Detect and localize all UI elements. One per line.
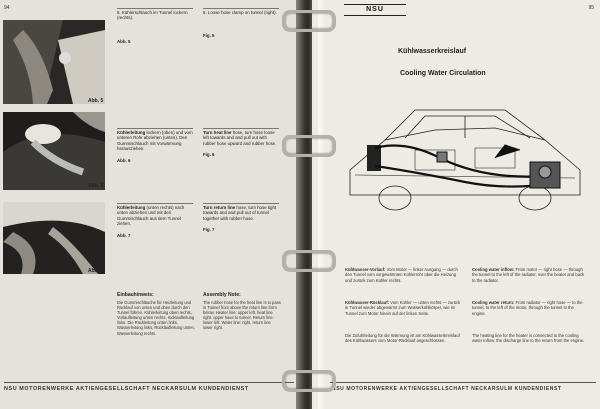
car-cutaway-illustration <box>345 100 585 220</box>
paragraph-de-3: Die Zufuhrleitung für die Wärmung ist am Kühlwasserkreislauf des Kühlwassers vom Motor-Rücklauf angeschlossen. <box>345 333 460 344</box>
paragraph-en-2: Cooling water return: From radiator — right hose — to the tunnel, to the left of the motor, through the tunnel to the engine. <box>472 300 583 316</box>
caption-en-7: Turn return line hose, turn hose tight towards and and pull out of tunnel together with rubber hose. Fig. 7 <box>203 203 279 233</box>
figure-photo-7 <box>3 202 105 274</box>
figure-abb-7: Abb. 7 <box>88 268 104 274</box>
figure-photo-5 <box>3 20 105 104</box>
paragraph-en-1: Cooling water inflow: From motor — right hose — through the tunnel to the left of the radiator, over the heater and back to the radiator. <box>472 267 585 283</box>
caption-de-7: Kühlerleitung (unten rechts) nach unten abziehen und mit den Gummischlauch aus dem Tunnel ziehen. Abb. 7 <box>117 203 193 238</box>
title-en: Cooling Water Circulation <box>400 70 486 77</box>
section-text-de: Die Gummischläuche für Heizleitung und Rücklauf von unten und oben durch den Tunnel führen. Kühlerleitung oben rechts, Vorlaufleitung unten rechts, rücklaufleitung links. Die Rückleitung unten links, Wasserleitung links, Rücklaufleitung unten, Wasserleitung rechts. <box>117 300 195 336</box>
footer-rule-right <box>330 382 596 383</box>
binder-ring <box>282 250 336 272</box>
binder-ring <box>282 10 336 32</box>
page-number-left: 94 <box>4 5 10 11</box>
section-text-en: The rubber hose for the heat line is to pass in Tunnel from above the return line from below. Heater line: upper left, heat line right. upper have to tunnel. Return line: lower left. Water line: right, return line lower right. <box>203 300 281 331</box>
footer-right: NSU MOTORENWERKE AKTIENGESELLSCHAFT NECKARSULM KUNDENDIENST <box>332 386 562 392</box>
figure-abb-6: Abb. 6 <box>88 183 104 189</box>
caption-en-6: Turn heat line hose, turn hose loose left towards and and pull out with rubber hose upward and rubber hose. Fig. 6 <box>203 128 279 158</box>
figure-photo-6 <box>3 112 105 190</box>
caption-de-5: 5. Kühlerschlauch im Tunnel lockern (rechts). Abb. 5 <box>117 8 193 44</box>
binder-ring <box>282 370 336 392</box>
caption-en-5: 5. Loose hose clamp on tunnel (right). Fig. 5 <box>203 8 279 39</box>
figure-abb-5: Abb. 5 <box>88 98 104 104</box>
page-number-right: 95 <box>588 5 594 11</box>
section-title-en: Assembly Note: <box>203 292 241 298</box>
caption-de-6: Kühlerleitung lockern (oben) und vom unteren Rohr abziehen (unten). Den Gummischlauch mit Vorwärmung herausziehen. Abb. 6 <box>117 130 193 163</box>
nsu-logo: NSU <box>344 4 406 16</box>
footer-rule-left <box>4 382 294 383</box>
section-title-de: Einbauhinweis: <box>117 292 154 298</box>
page-sheen <box>318 0 326 409</box>
paragraph-de-2: Kühlwasser-Rücklauf: Vom Kühler — unten rechts — zurück in Tunnel wieder abgewärmt zum Wasserkühlkörper, wie im Tunnel zum Motor hinein auf der linken Seite. <box>345 300 461 316</box>
title-de: Kühlwasserkreislauf <box>398 48 467 55</box>
footer-left: NSU MOTORENWERKE AKTIENGESELLSCHAFT NECKARSULM KUNDENDIENST <box>4 386 249 392</box>
cooling-diagram <box>345 100 585 220</box>
paragraph-de-1: Kühlwasser-Vorlauf: Vom Motor — linker Ausgang — durch den Tunnel vom vorgewärmten Kühlerrohr über die Heizung und zurück zum Kühler rechts. <box>345 267 458 283</box>
paragraph-en-3: The heating line for the heater is connected to the cooling water inflow, the discharge line to the return from the engine. <box>472 333 585 344</box>
binder-ring <box>282 135 336 157</box>
